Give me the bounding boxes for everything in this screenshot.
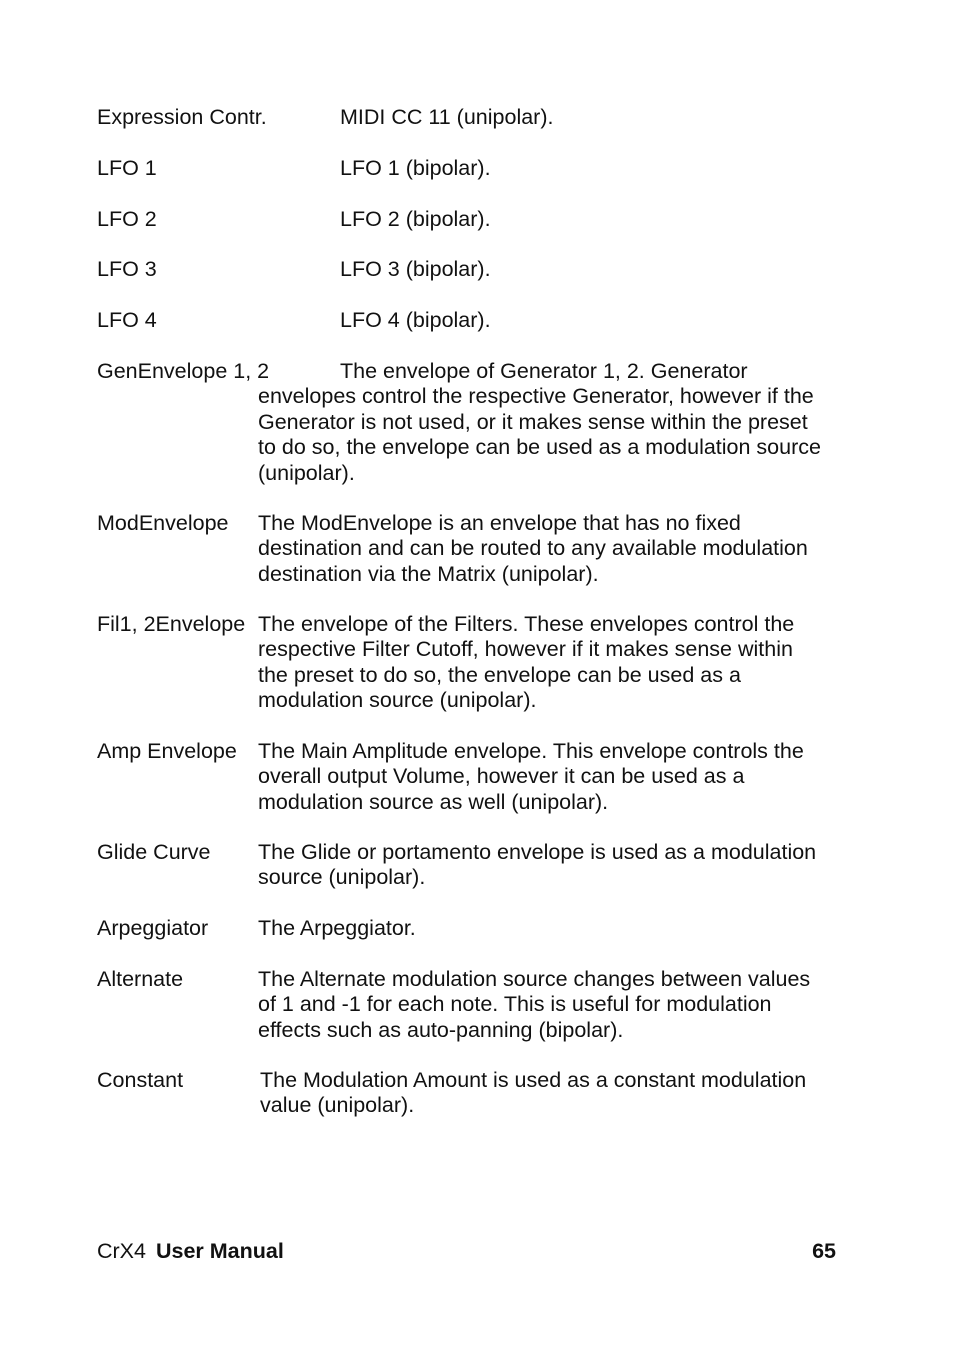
description-line: destination via the Matrix (unipolar). (258, 561, 599, 586)
description-line: to do so, the envelope can be used as a modulation source (258, 435, 821, 460)
entry-term: LFO 4 (97, 308, 157, 332)
entry-description (258, 840, 868, 891)
page-number: 65 (812, 1239, 836, 1263)
entry-description (260, 1068, 870, 1119)
footer-manual-title: User Manual (155, 1239, 284, 1263)
description-line: The envelope of Generator 1, 2. Generator (340, 359, 748, 383)
description-line: LFO 1 (bipolar). (340, 156, 491, 180)
description-line: The ModEnvelope is an envelope that has no fixed (258, 511, 741, 535)
entry-description (340, 156, 950, 181)
description-line: effects such as auto-panning (bipolar). (258, 1017, 624, 1042)
description-line: MIDI CC 11 (unipolar). (340, 105, 554, 129)
entry-description (340, 257, 950, 282)
description-line: The Modulation Amount is used as a constant modulation (260, 1068, 807, 1092)
description-line: (unipolar). (258, 460, 355, 485)
entry-description (258, 384, 868, 486)
description-line: overall output Volume, however it can be used as a (258, 764, 745, 789)
description-line: respective Filter Cutoff, however if it makes sense within (258, 637, 793, 662)
entry-description-first-line (340, 359, 950, 384)
description-line: the preset to do so, the envelope can be used as a (258, 662, 741, 687)
entry-description (258, 612, 868, 714)
description-line: LFO 3 (bipolar). (340, 257, 491, 281)
entry-term: Amp Envelope (97, 739, 237, 763)
description-line: envelopes control the respective Generator, however if the (258, 384, 814, 409)
description-line: value (unipolar). (260, 1093, 415, 1118)
entry-term: Expression Contr. (97, 105, 267, 129)
entry-description (258, 967, 868, 1043)
entry-term: GenEnvelope 1, 2 (97, 359, 270, 383)
entry-term: Constant (97, 1068, 184, 1092)
entry-description (258, 739, 868, 815)
footer-product-name: CrX4 (97, 1239, 146, 1263)
description-line: destination and can be routed to any available modulation (258, 536, 808, 561)
description-line: modulation source as well (unipolar). (258, 789, 609, 814)
entry-description (340, 308, 950, 333)
entry-term: LFO 3 (97, 257, 157, 281)
page-footer (97, 1239, 836, 1267)
entry-description (340, 105, 950, 130)
entry-term: Fil1, 2Envelope (97, 612, 246, 636)
description-line: The Main Amplitude envelope. This envelope controls the (258, 739, 804, 763)
description-line: source (unipolar). (258, 865, 426, 890)
entry-term: LFO 1 (97, 156, 157, 180)
entry-term: Arpeggiator (97, 916, 209, 940)
description-line: of 1 and -1 for each note. This is useful for modulation (258, 992, 772, 1017)
description-line: modulation source (unipolar). (258, 688, 537, 713)
description-line: LFO 4 (bipolar). (340, 308, 491, 332)
description-line: The Glide or portamento envelope is used as a modulation (258, 840, 817, 864)
description-line: Generator is not used, or it makes sense within the preset (258, 409, 808, 434)
entry-description (258, 511, 868, 587)
footer-product-title (97, 1239, 284, 1264)
entry-term: Glide Curve (97, 840, 211, 864)
entry-term: ModEnvelope (97, 511, 229, 535)
description-line: LFO 2 (bipolar). (340, 207, 491, 231)
entry-description (258, 916, 868, 941)
entry-term: LFO 2 (97, 207, 157, 231)
description-line: The envelope of the Filters. These envelopes control the (258, 612, 795, 636)
description-line: The Alternate modulation source changes between values (258, 967, 811, 991)
entry-description (340, 207, 950, 232)
description-line: The Arpeggiator. (258, 916, 416, 940)
entry-term: Alternate (97, 967, 184, 991)
